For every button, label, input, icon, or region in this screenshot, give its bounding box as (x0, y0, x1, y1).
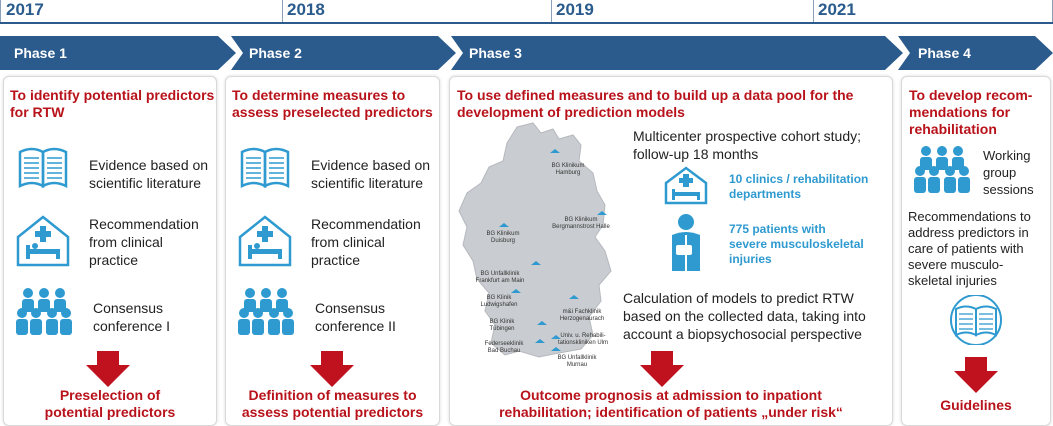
phase-1-panel (3, 76, 217, 426)
phase-3-panel (449, 76, 893, 426)
phase-label: Phase 2 (249, 45, 302, 61)
phase-1-arrow (0, 36, 236, 70)
phase-label: Phase 4 (918, 45, 971, 61)
phase-heading: To identify potential predictors for RTW (10, 87, 215, 120)
phase-label: Phase 3 (469, 45, 522, 61)
down-arrow-icon (86, 351, 130, 387)
down-arrow-icon (310, 351, 354, 387)
map-label: BG Klinikum Hamburg (551, 163, 585, 176)
year-label: 2017 (6, 0, 44, 19)
hospital-bed-icon (236, 213, 294, 269)
phase-2-panel (225, 76, 440, 426)
phase-4-arrow (898, 36, 1053, 70)
phase-2-arrow (231, 36, 456, 70)
group-icon (236, 285, 296, 337)
map-label: BG Klinikum Duisburg (486, 231, 520, 244)
consensus-text: Consensus conference I (93, 300, 171, 334)
group-icon (14, 285, 74, 337)
timeline-tick (0, 0, 1, 22)
consensus-text: Consensus conference II (315, 300, 396, 334)
working-group-text: Working group sessions (983, 148, 1034, 197)
year-label: 2018 (287, 0, 325, 19)
clinics-text: 10 clinics / rehabilitation departments (729, 172, 869, 201)
map-label: BG Unfallklinik Frankfurt am Main (475, 271, 525, 284)
patients-text: 775 patients with severe musculoskeletal injuries (729, 222, 864, 266)
recommendation-text: Recommendation from clinical practice (89, 216, 199, 268)
phase-outcome: Outcome prognosis at admission to inpationt rehabilitation; identification of patients „under risk“ (499, 387, 843, 420)
book-icon (947, 295, 1005, 345)
timeline-tick (282, 0, 283, 22)
map-label: Federseeklinik Bad Buchau (484, 341, 524, 354)
hospital-bed-icon (14, 213, 72, 269)
down-arrow-icon (954, 357, 998, 393)
phase-4-panel (901, 76, 1051, 426)
calculation-text: Calculation of models to predict RTW based on the collected data, taking into account a biopsychosocial perspective (623, 290, 866, 342)
timeline-tick (813, 0, 814, 22)
map-label: BG Klinik Ludwigshafen (480, 295, 518, 308)
year-label: 2019 (556, 0, 594, 19)
phase-heading: To develop recom- mendations for rehabilitation (909, 87, 1033, 137)
map-label: Univ. u. Rehabili- tationskliniken Ulm (557, 333, 609, 346)
phase-3-arrow (451, 36, 903, 70)
evidence-text: Evidence based on scientific literature (311, 157, 431, 191)
book-icon (14, 142, 72, 192)
phase-heading: To determine measures to assess preselected predictors (232, 87, 433, 120)
hospital-bed-icon (663, 165, 709, 205)
book-icon (236, 142, 294, 192)
evidence-text: Evidence based on scientific literature (89, 157, 209, 191)
timeline-axis (0, 22, 1053, 24)
phase-label: Phase 1 (14, 45, 67, 61)
injured-patient-icon (668, 213, 704, 273)
phase-heading: To use defined measures and to build up a data pool for the development of prediction models (457, 87, 854, 120)
phase-outcome: Definition of measures to assess potential predictors (241, 387, 424, 420)
year-label: 2021 (818, 0, 856, 19)
map-label: BG Unfallklinik Murnau (557, 355, 597, 368)
map-label: BG Klinikum Bergmannstrost Halle (552, 217, 610, 230)
phase-outcome: Preselection of potential predictors (44, 387, 176, 420)
recommendation-text: Recommendation from clinical practice (311, 216, 421, 268)
down-arrow-icon (640, 351, 684, 387)
map-label: BG Klinik Tübingen (489, 319, 515, 332)
recommendations-text: Recommendations to address predictors in care of patients with severe musculo- skeletal injuries (908, 209, 1031, 288)
study-text: Multicenter prospective cohort study; follow-up 18 months (633, 128, 861, 162)
map-label: m&i Fachklinik Herzogenaurach (559, 309, 605, 322)
phase-outcome: Guidelines (940, 397, 1012, 413)
timeline-tick (551, 0, 552, 22)
group-icon (912, 143, 972, 195)
